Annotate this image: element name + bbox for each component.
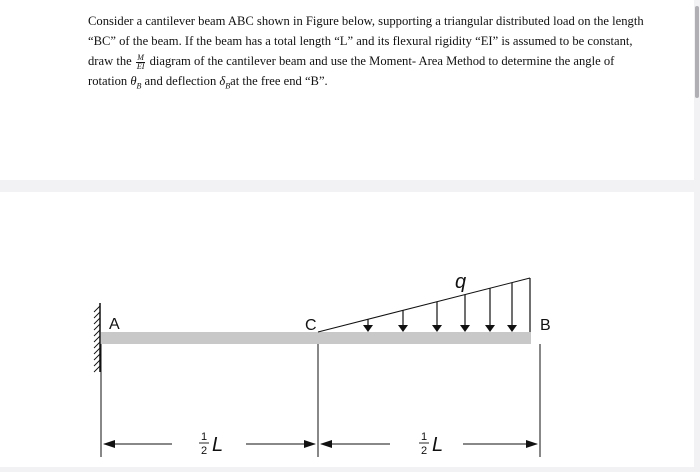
dim-right-numerator: 1 (420, 431, 428, 443)
fraction-numerator: M (137, 52, 144, 62)
dim-left-variable: L (212, 434, 224, 456)
cantilever-beam-figure (0, 192, 694, 467)
problem-text-3: and deflection (141, 74, 220, 88)
dim-left-numerator: 1 (200, 431, 208, 443)
dim-right-variable: L (432, 434, 444, 456)
delta-symbol: δ (219, 74, 226, 88)
dim-left-denominator: 2 (200, 445, 208, 457)
problem-text-4: at the free end “B”. (230, 74, 328, 88)
theta-symbol: θ (130, 74, 137, 88)
load-label-q: q (455, 271, 467, 293)
point-label-a: A (109, 316, 120, 333)
point-label-b: B (540, 317, 551, 334)
dim-right-denominator: 2 (420, 445, 428, 457)
delta-subscript: B (225, 81, 231, 91)
problem-text-1: Consider a cantilever beam ABC shown in Figure below, supporting a triangular distributed load on the length “BC” of the beam. If the beam has a total length “L” and its flexural rigidity “EI” is assumed to be constant, draw the (88, 14, 644, 68)
figure-card (0, 192, 694, 467)
problem-statement (88, 11, 648, 97)
dimension-left (103, 431, 316, 457)
scrollbar-track[interactable] (694, 0, 700, 467)
dimension-extension-lines (101, 344, 540, 457)
dimension-right (320, 431, 538, 457)
fraction-denominator: EI (136, 61, 145, 71)
problem-text-2: diagram of the cantilever beam and use the Moment- Area Method to determine the angle of rotation (88, 54, 615, 88)
scrollbar-thumb[interactable] (695, 6, 699, 98)
problem-card (0, 0, 694, 180)
point-label-c: C (305, 317, 317, 334)
triangular-distributed-load (318, 271, 530, 332)
fixed-support (94, 303, 100, 372)
theta-subscript: B (136, 81, 142, 91)
m-over-ei-fraction (136, 54, 146, 71)
